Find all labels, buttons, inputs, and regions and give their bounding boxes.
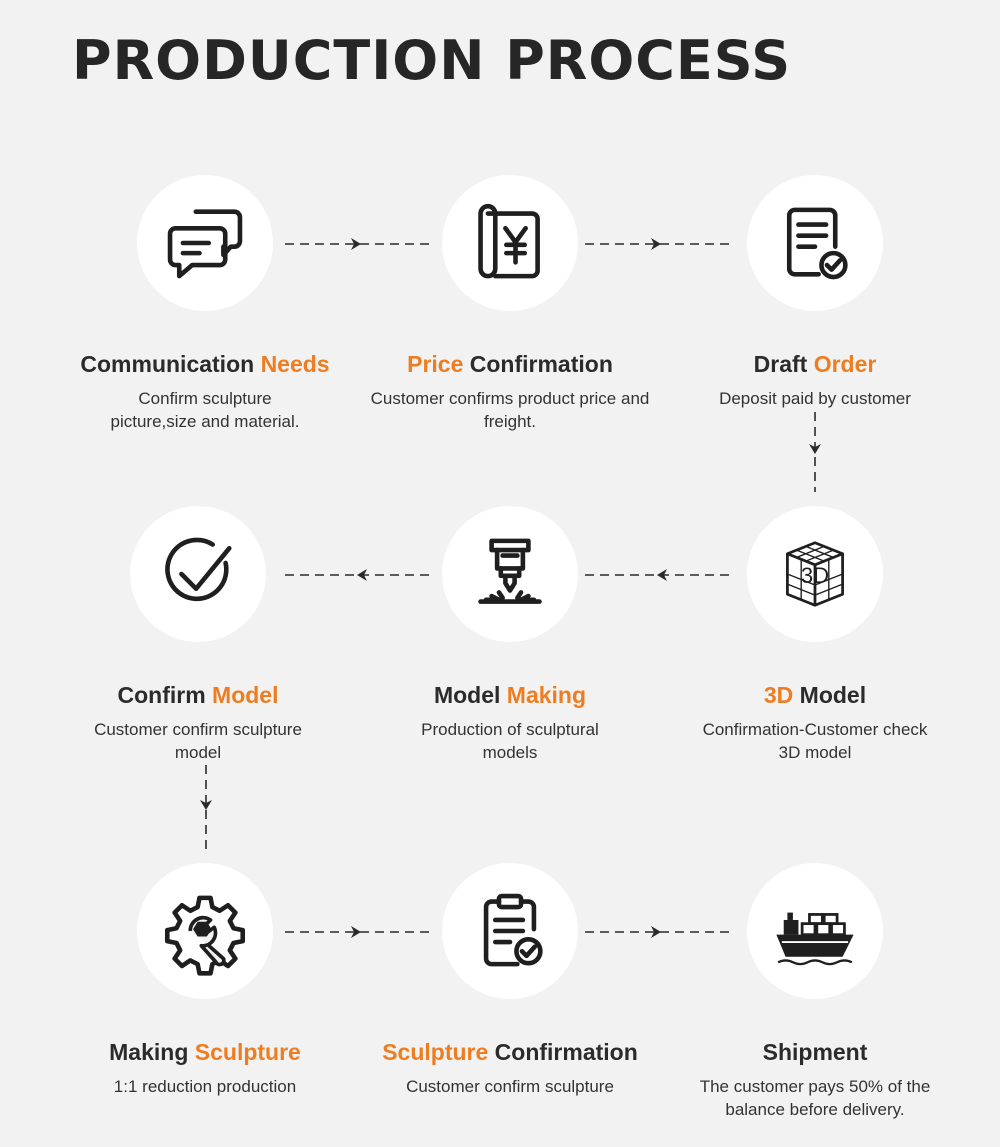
- check-circle-icon: [152, 528, 244, 620]
- step-icon-circle: [442, 506, 578, 642]
- step-icon-circle: [442, 863, 578, 999]
- step-description: Confirmation-Customer check 3D model: [702, 719, 928, 762]
- step-description: Deposit paid by customer: [719, 388, 911, 408]
- step-title: Sculpture Confirmation: [382, 1039, 638, 1065]
- step-title: Model Making: [433, 682, 587, 708]
- step-title: Confirm Model: [117, 682, 279, 708]
- step-making-sculpture: [55, 863, 355, 1098]
- step-description: Production of sculptural models: [421, 719, 599, 762]
- cargo-ship-icon: [769, 885, 861, 977]
- order-check-icon: [769, 197, 861, 289]
- step-icon-circle: [747, 863, 883, 999]
- step-icon-circle: [130, 506, 266, 642]
- step-icon-circle: [747, 175, 883, 311]
- step-icon-circle: [137, 863, 273, 999]
- step-description: Customer confirms product price and freight.: [370, 388, 650, 431]
- cnc-machine-icon: [464, 528, 556, 620]
- step-description: Customer confirm sculpture model: [94, 719, 302, 762]
- step-title: Draft Order: [753, 351, 877, 377]
- page-title: PRODUCTION PROCESS: [72, 29, 792, 92]
- step-confirm-model: [48, 506, 348, 764]
- step-title: Making Sculpture: [109, 1039, 301, 1065]
- step-icon-circle: [442, 175, 578, 311]
- step-description: 1:1 reduction production: [113, 1076, 297, 1096]
- step-shipment: [665, 863, 965, 1121]
- arrow-down: [198, 765, 214, 850]
- 3d-icon-text: 3D: [800, 563, 830, 589]
- step-price-confirmation: [360, 175, 660, 433]
- step-description: Customer confirm sculpture: [406, 1076, 614, 1096]
- step-3d-model: [665, 506, 965, 764]
- arrow-right: [285, 236, 445, 252]
- step-description: Confirm sculpture picture,size and material.: [110, 388, 300, 431]
- step-icon-circle: [747, 506, 883, 642]
- step-draft-order: [665, 175, 965, 410]
- arrow-right: [585, 924, 745, 940]
- step-description: The customer pays 50% of the balance before delivery.: [699, 1076, 931, 1119]
- gear-wrench-icon: [159, 885, 251, 977]
- step-title: Price Confirmation: [407, 351, 613, 377]
- clipboard-check-icon: [464, 885, 556, 977]
- yuan-document-icon: [464, 197, 556, 289]
- arrow-left: [285, 567, 445, 583]
- step-model-making: [360, 506, 660, 764]
- step-title: 3D Model: [763, 682, 867, 708]
- chat-bubbles-icon: [159, 197, 251, 289]
- step-communication-needs: [55, 175, 355, 433]
- step-title: Communication Needs: [80, 351, 330, 377]
- step-icon-circle: [137, 175, 273, 311]
- 3d-cube-icon: [769, 528, 861, 620]
- arrow-right: [285, 924, 445, 940]
- arrow-right: [585, 236, 745, 252]
- step-title: Shipment: [762, 1039, 868, 1065]
- arrow-left: [585, 567, 745, 583]
- step-sculpture-confirmation: [360, 863, 660, 1098]
- arrow-down: [807, 412, 823, 492]
